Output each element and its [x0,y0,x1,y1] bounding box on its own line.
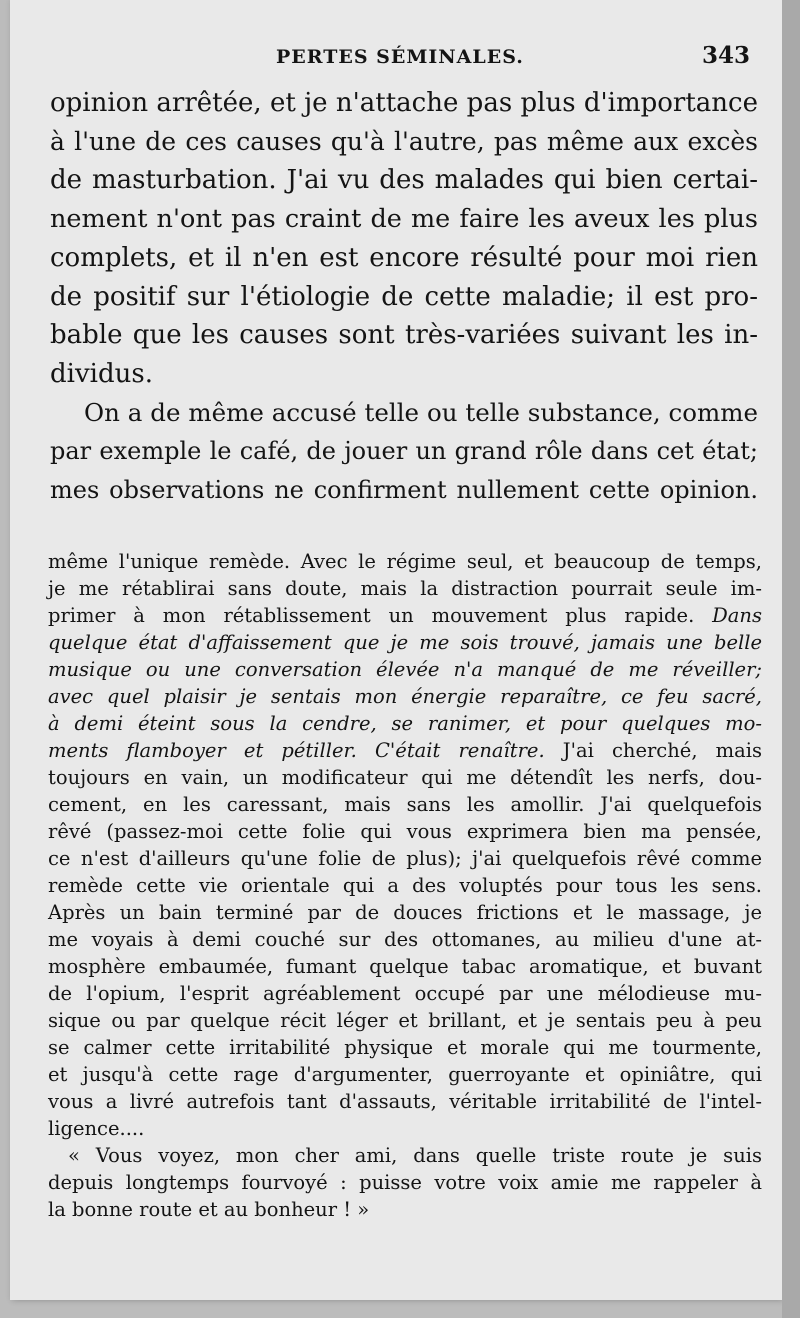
text-line [48,737,762,764]
book-page [10,0,782,1300]
text-line: ligence.... [48,1117,145,1140]
page-number: 343 [701,42,750,69]
text-line: de positif sur l'étiologie de cette maladie; il est pro- [50,281,758,312]
text-line: je me rétablirai sans doute, mais la distraction pourrait seule im- [48,577,762,600]
text-line: rêvé (passez-moi cette folie qui vous exprimera bien ma pensée, [48,820,762,843]
text-line: « Vous voyez, mon cher ami, dans quelle triste route je suis [68,1144,762,1167]
text-line: de l'opium, l'esprit agréablement occupé par une mélodieuse mu- [48,982,762,1005]
text-line: sique ou par quelque récit léger et brillant, et je sentais peu à peu [48,1009,762,1032]
text-line: la bonne route et au bonheur ! » [48,1198,370,1221]
text-line: toujours en vain, un modificateur qui me détendît les nerfs, dou- [48,766,762,789]
text-line: nement n'ont pas craint de me faire les aveux les plus [50,204,758,235]
text-line: opinion arrêtée, et je n'attache pas plus d'importance [50,88,758,118]
text-line: vous a livré autrefois tant d'assauts, véritable irritabilité de l'intel- [48,1090,762,1113]
text-line: et jusqu'à cette rage d'argumenter, guerroyante et opiniâtre, qui [48,1063,762,1086]
text-line: de masturbation. J'ai vu des malades qui bien certai- [50,165,758,196]
italic-run: Dans [712,604,762,627]
text-line: complets, et il n'en est encore résulté pour moi rien [50,242,758,273]
running-title: PERTES SÉMINALES. [276,46,524,68]
page-header [10,42,782,76]
page-edge [782,0,800,1318]
lower-text-block [48,548,762,1223]
text-line: cement, en les caressant, mais sans les amollir. J'ai quelquefois [48,793,762,816]
text-line: à l'une de ces causes qu'à l'autre, pas même aux excès [50,126,758,156]
upper-text-block [50,84,758,510]
text-line: par exemple le café, de jouer un grand rôle dans cet état; [50,437,758,466]
text-line: dividus. [50,358,153,389]
text-line: bable que les causes sont très-variées suivant les in- [50,320,758,351]
text-line: depuis longtemps fourvoyé : puisse votre voix amie me rappeler à [48,1171,762,1194]
text-line [48,602,762,629]
text-line: quelque état d'affaissement que je me sois trouvé, jamais une belle [48,631,762,654]
text-line: se calmer cette irritabilité physique et morale qui me tourmente, [48,1036,762,1059]
text-line: me voyais à demi couché sur des ottomanes, au milieu d'une at- [48,928,762,951]
text-line: mosphère embaumée, fumant quelque tabac aromatique, et buvant [48,955,762,978]
text-line: même l'unique remède. Avec le régime seul, et beaucoup de temps, [48,550,762,573]
text-line: remède cette vie orientale qui a des voluptés pour tous les sens. [48,874,762,897]
text-line: Après un bain terminé par de douces frictions et le massage, je [48,901,762,924]
text-line: musique ou une conversation élevée n'a manqué de me réveiller; [48,658,762,681]
text-run: primer à mon rétablissement un mouvement plus rapide. [48,604,695,627]
italic-run: ments flamboyer et pétiller. C'était renaître. [48,739,545,762]
text-line: On a de même accusé telle ou telle substance, comme [84,397,758,427]
text-line: ce n'est d'ailleurs qu'une folie de plus); j'ai quelquefois rêvé comme [48,847,762,870]
text-run: J'ai cherché, mais [562,739,763,762]
text-line: mes observations ne confirment nullement cette opinion. [50,476,758,505]
text-line: avec quel plaisir je sentais mon énergie reparaître, ce feu sacré, [48,685,762,708]
text-line: à demi éteint sous la cendre, se ranimer, et pour quelques mo- [48,712,762,735]
